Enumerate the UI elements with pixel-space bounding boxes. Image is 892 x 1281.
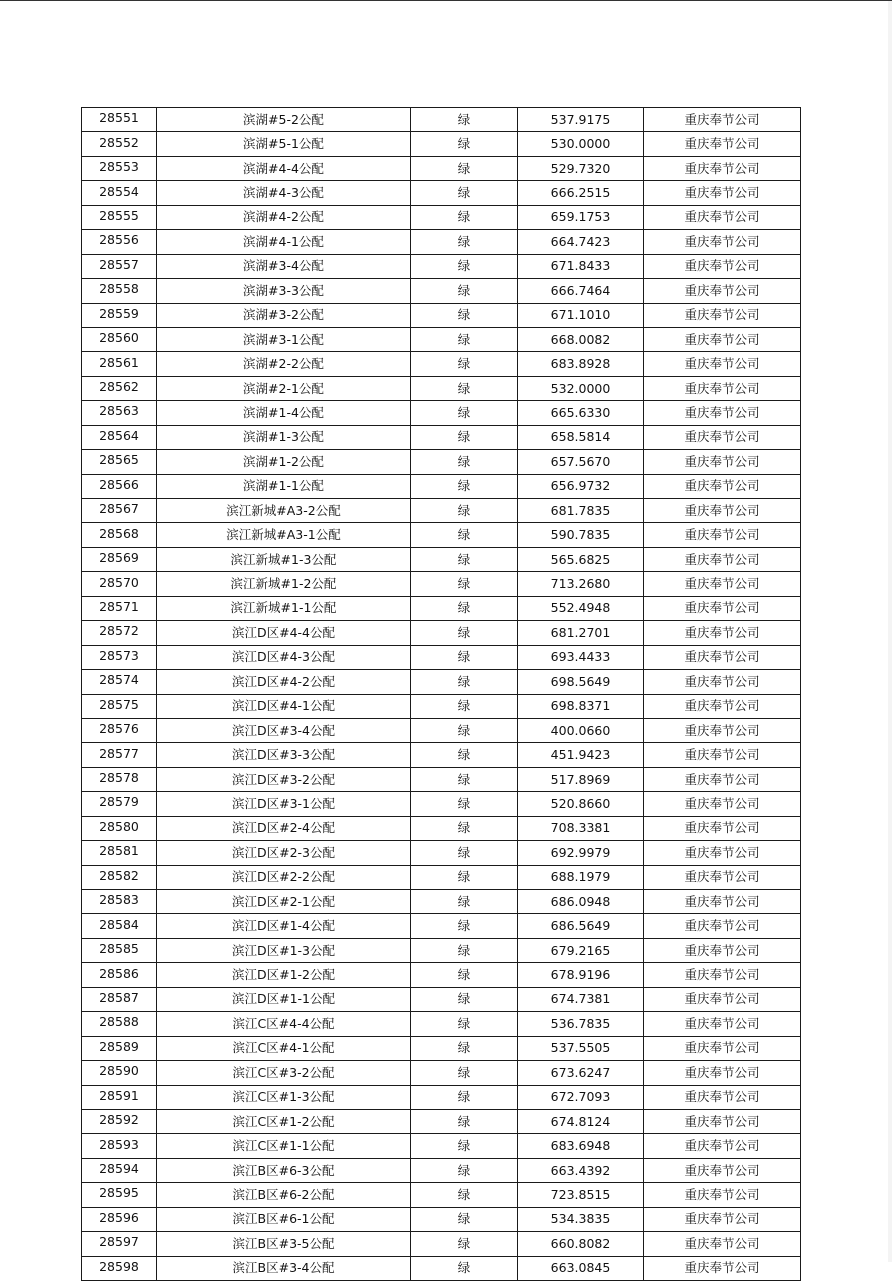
row-id-cell: 28584: [82, 914, 157, 938]
status-color-cell: 绿: [411, 1183, 518, 1207]
station-name-cell: 滨江B区#6-3公配: [157, 1158, 411, 1182]
station-name-cell: 滨江D区#2-4公配: [157, 816, 411, 840]
value-cell: 665.6330: [518, 401, 644, 425]
row-id-cell: 28577: [82, 743, 157, 767]
row-id-cell: 28555: [82, 205, 157, 229]
company-cell: 重庆奉节公司: [644, 132, 801, 156]
company-cell: 重庆奉节公司: [644, 230, 801, 254]
company-cell: 重庆奉节公司: [644, 987, 801, 1011]
company-cell: 重庆奉节公司: [644, 938, 801, 962]
station-name-cell: 滨江新城#A3-2公配: [157, 499, 411, 523]
value-cell: 530.0000: [518, 132, 644, 156]
status-color-cell: 绿: [411, 327, 518, 351]
station-name-cell: 滨湖#3-4公配: [157, 254, 411, 278]
row-id-cell: 28595: [82, 1183, 157, 1207]
value-cell: 681.7835: [518, 499, 644, 523]
status-color-cell: 绿: [411, 1232, 518, 1256]
row-id-cell: 28559: [82, 303, 157, 327]
table-row: [82, 816, 801, 840]
row-id-cell: 28578: [82, 767, 157, 791]
station-name-cell: 滨湖#1-3公配: [157, 425, 411, 449]
row-id-cell: 28589: [82, 1036, 157, 1060]
value-cell: 692.9979: [518, 841, 644, 865]
table-body: [82, 108, 801, 1281]
row-id-cell: 28597: [82, 1232, 157, 1256]
value-cell: 529.7320: [518, 156, 644, 180]
value-cell: 534.3835: [518, 1207, 644, 1231]
row-id-cell: 28586: [82, 963, 157, 987]
page-right-edge: [888, 1, 892, 1262]
company-cell: 重庆奉节公司: [644, 865, 801, 889]
table-row: [82, 1256, 801, 1280]
company-cell: 重庆奉节公司: [644, 547, 801, 571]
station-name-cell: 滨江C区#4-4公配: [157, 1012, 411, 1036]
value-cell: 536.7835: [518, 1012, 644, 1036]
value-cell: 683.6948: [518, 1134, 644, 1158]
value-cell: 656.9732: [518, 474, 644, 498]
table-row: [82, 450, 801, 474]
table-row: [82, 1183, 801, 1207]
table-row: [82, 865, 801, 889]
row-id-cell: 28573: [82, 645, 157, 669]
status-color-cell: 绿: [411, 279, 518, 303]
table-row: [82, 108, 801, 132]
row-id-cell: 28583: [82, 890, 157, 914]
row-id-cell: 28576: [82, 718, 157, 742]
table-row: [82, 181, 801, 205]
table-row: [82, 987, 801, 1011]
status-color-cell: 绿: [411, 450, 518, 474]
value-cell: 666.7464: [518, 279, 644, 303]
company-cell: 重庆奉节公司: [644, 670, 801, 694]
table-row: [82, 670, 801, 694]
row-id-cell: 28551: [82, 108, 157, 132]
status-color-cell: 绿: [411, 523, 518, 547]
status-color-cell: 绿: [411, 1256, 518, 1280]
value-cell: 657.5670: [518, 450, 644, 474]
row-id-cell: 28562: [82, 376, 157, 400]
value-cell: 679.2165: [518, 938, 644, 962]
station-name-cell: 滨江新城#1-1公配: [157, 596, 411, 620]
company-cell: 重庆奉节公司: [644, 1183, 801, 1207]
table-row: [82, 279, 801, 303]
row-id-cell: 28580: [82, 816, 157, 840]
company-cell: 重庆奉节公司: [644, 963, 801, 987]
company-cell: 重庆奉节公司: [644, 1061, 801, 1085]
value-cell: 663.0845: [518, 1256, 644, 1280]
company-cell: 重庆奉节公司: [644, 156, 801, 180]
table-row: [82, 352, 801, 376]
company-cell: 重庆奉节公司: [644, 1036, 801, 1060]
value-cell: 672.7093: [518, 1085, 644, 1109]
status-color-cell: 绿: [411, 352, 518, 376]
row-id-cell: 28564: [82, 425, 157, 449]
station-name-cell: 滨江C区#1-1公配: [157, 1134, 411, 1158]
company-cell: 重庆奉节公司: [644, 474, 801, 498]
row-id-cell: 28575: [82, 694, 157, 718]
station-name-cell: 滨江D区#1-1公配: [157, 987, 411, 1011]
station-name-cell: 滨湖#2-2公配: [157, 352, 411, 376]
station-name-cell: 滨湖#5-2公配: [157, 108, 411, 132]
status-color-cell: 绿: [411, 1061, 518, 1085]
row-id-cell: 28553: [82, 156, 157, 180]
station-name-cell: 滨江B区#6-1公配: [157, 1207, 411, 1231]
row-id-cell: 28596: [82, 1207, 157, 1231]
row-id-cell: 28571: [82, 596, 157, 620]
row-id-cell: 28567: [82, 499, 157, 523]
row-id-cell: 28592: [82, 1109, 157, 1133]
company-cell: 重庆奉节公司: [644, 279, 801, 303]
status-color-cell: 绿: [411, 1109, 518, 1133]
company-cell: 重庆奉节公司: [644, 1109, 801, 1133]
row-id-cell: 28581: [82, 841, 157, 865]
table-row: [82, 1061, 801, 1085]
value-cell: 681.2701: [518, 621, 644, 645]
station-name-cell: 滨江C区#1-3公配: [157, 1085, 411, 1109]
station-name-cell: 滨江C区#4-1公配: [157, 1036, 411, 1060]
table-row: [82, 523, 801, 547]
station-name-cell: 滨江B区#3-4公配: [157, 1256, 411, 1280]
station-name-cell: 滨江D区#3-1公配: [157, 792, 411, 816]
row-id-cell: 28574: [82, 670, 157, 694]
status-color-cell: 绿: [411, 865, 518, 889]
status-color-cell: 绿: [411, 499, 518, 523]
station-name-cell: 滨江D区#4-4公配: [157, 621, 411, 645]
value-cell: 565.6825: [518, 547, 644, 571]
table-row: [82, 254, 801, 278]
status-color-cell: 绿: [411, 1134, 518, 1158]
table-row: [82, 425, 801, 449]
table-row: [82, 547, 801, 571]
value-cell: 451.9423: [518, 743, 644, 767]
company-cell: 重庆奉节公司: [644, 743, 801, 767]
station-name-cell: 滨江D区#2-2公配: [157, 865, 411, 889]
company-cell: 重庆奉节公司: [644, 792, 801, 816]
table-row: [82, 1207, 801, 1231]
status-color-cell: 绿: [411, 205, 518, 229]
station-name-cell: 滨湖#4-1公配: [157, 230, 411, 254]
row-id-cell: 28570: [82, 572, 157, 596]
station-name-cell: 滨湖#3-1公配: [157, 327, 411, 351]
company-cell: 重庆奉节公司: [644, 523, 801, 547]
station-name-cell: 滨江B区#3-5公配: [157, 1232, 411, 1256]
station-name-cell: 滨湖#3-2公配: [157, 303, 411, 327]
company-cell: 重庆奉节公司: [644, 1232, 801, 1256]
station-name-cell: 滨江D区#4-3公配: [157, 645, 411, 669]
station-name-cell: 滨江D区#2-3公配: [157, 841, 411, 865]
value-cell: 517.8969: [518, 767, 644, 791]
value-cell: 683.8928: [518, 352, 644, 376]
status-color-cell: 绿: [411, 718, 518, 742]
company-cell: 重庆奉节公司: [644, 1207, 801, 1231]
company-cell: 重庆奉节公司: [644, 816, 801, 840]
row-id-cell: 28554: [82, 181, 157, 205]
status-color-cell: 绿: [411, 1207, 518, 1231]
row-id-cell: 28585: [82, 938, 157, 962]
station-name-cell: 滨湖#4-3公配: [157, 181, 411, 205]
table-row: [82, 914, 801, 938]
company-cell: 重庆奉节公司: [644, 327, 801, 351]
status-color-cell: 绿: [411, 767, 518, 791]
company-cell: 重庆奉节公司: [644, 621, 801, 645]
value-cell: 688.1979: [518, 865, 644, 889]
table-row: [82, 376, 801, 400]
table-row: [82, 230, 801, 254]
value-cell: 723.8515: [518, 1183, 644, 1207]
station-name-cell: 滨江B区#6-2公配: [157, 1183, 411, 1207]
table-row: [82, 767, 801, 791]
table-row: [82, 499, 801, 523]
status-color-cell: 绿: [411, 1012, 518, 1036]
status-color-cell: 绿: [411, 230, 518, 254]
station-name-cell: 滨湖#1-1公配: [157, 474, 411, 498]
value-cell: 664.7423: [518, 230, 644, 254]
status-color-cell: 绿: [411, 474, 518, 498]
company-cell: 重庆奉节公司: [644, 254, 801, 278]
status-color-cell: 绿: [411, 1085, 518, 1109]
table-row: [82, 645, 801, 669]
row-id-cell: 28572: [82, 621, 157, 645]
value-cell: 698.5649: [518, 670, 644, 694]
station-name-cell: 滨江D区#4-2公配: [157, 670, 411, 694]
station-name-cell: 滨江新城#A3-1公配: [157, 523, 411, 547]
table-row: [82, 1232, 801, 1256]
station-name-cell: 滨江D区#1-2公配: [157, 963, 411, 987]
row-id-cell: 28594: [82, 1158, 157, 1182]
row-id-cell: 28569: [82, 547, 157, 571]
table-row: [82, 890, 801, 914]
company-cell: 重庆奉节公司: [644, 596, 801, 620]
value-cell: 537.5505: [518, 1036, 644, 1060]
status-color-cell: 绿: [411, 987, 518, 1011]
status-color-cell: 绿: [411, 181, 518, 205]
station-name-cell: 滨湖#5-1公配: [157, 132, 411, 156]
status-color-cell: 绿: [411, 743, 518, 767]
table-row: [82, 401, 801, 425]
company-cell: 重庆奉节公司: [644, 645, 801, 669]
table-row: [82, 694, 801, 718]
station-name-cell: 滨湖#1-2公配: [157, 450, 411, 474]
company-cell: 重庆奉节公司: [644, 499, 801, 523]
status-color-cell: 绿: [411, 132, 518, 156]
row-id-cell: 28590: [82, 1061, 157, 1085]
value-cell: 686.5649: [518, 914, 644, 938]
status-color-cell: 绿: [411, 572, 518, 596]
table-row: [82, 938, 801, 962]
station-name-cell: 滨江D区#3-4公配: [157, 718, 411, 742]
status-color-cell: 绿: [411, 670, 518, 694]
table-row: [82, 327, 801, 351]
data-table: [81, 107, 801, 1281]
table-row: [82, 596, 801, 620]
status-color-cell: 绿: [411, 425, 518, 449]
table-row: [82, 1158, 801, 1182]
row-id-cell: 28591: [82, 1085, 157, 1109]
company-cell: 重庆奉节公司: [644, 1256, 801, 1280]
table-row: [82, 621, 801, 645]
station-name-cell: 滨江D区#4-1公配: [157, 694, 411, 718]
company-cell: 重庆奉节公司: [644, 767, 801, 791]
row-id-cell: 28557: [82, 254, 157, 278]
table-row: [82, 1109, 801, 1133]
status-color-cell: 绿: [411, 841, 518, 865]
table-row: [82, 841, 801, 865]
company-cell: 重庆奉节公司: [644, 1085, 801, 1109]
row-id-cell: 28560: [82, 327, 157, 351]
company-cell: 重庆奉节公司: [644, 450, 801, 474]
table-row: [82, 1085, 801, 1109]
value-cell: 708.3381: [518, 816, 644, 840]
station-name-cell: 滨江D区#2-1公配: [157, 890, 411, 914]
station-name-cell: 滨湖#4-2公配: [157, 205, 411, 229]
status-color-cell: 绿: [411, 401, 518, 425]
company-cell: 重庆奉节公司: [644, 181, 801, 205]
status-color-cell: 绿: [411, 938, 518, 962]
station-name-cell: 滨江D区#3-2公配: [157, 767, 411, 791]
row-id-cell: 28566: [82, 474, 157, 498]
company-cell: 重庆奉节公司: [644, 572, 801, 596]
value-cell: 590.7835: [518, 523, 644, 547]
status-color-cell: 绿: [411, 108, 518, 132]
status-color-cell: 绿: [411, 547, 518, 571]
station-name-cell: 滨湖#4-4公配: [157, 156, 411, 180]
station-name-cell: 滨湖#1-4公配: [157, 401, 411, 425]
company-cell: 重庆奉节公司: [644, 841, 801, 865]
value-cell: 660.8082: [518, 1232, 644, 1256]
value-cell: 693.4433: [518, 645, 644, 669]
company-cell: 重庆奉节公司: [644, 890, 801, 914]
table-row: [82, 1036, 801, 1060]
row-id-cell: 28588: [82, 1012, 157, 1036]
status-color-cell: 绿: [411, 914, 518, 938]
row-id-cell: 28556: [82, 230, 157, 254]
table-row: [82, 572, 801, 596]
value-cell: 537.9175: [518, 108, 644, 132]
table-row: [82, 205, 801, 229]
row-id-cell: 28552: [82, 132, 157, 156]
table-row: [82, 1134, 801, 1158]
value-cell: 552.4948: [518, 596, 644, 620]
status-color-cell: 绿: [411, 156, 518, 180]
company-cell: 重庆奉节公司: [644, 303, 801, 327]
row-id-cell: 28568: [82, 523, 157, 547]
company-cell: 重庆奉节公司: [644, 1012, 801, 1036]
company-cell: 重庆奉节公司: [644, 914, 801, 938]
status-color-cell: 绿: [411, 645, 518, 669]
row-id-cell: 28587: [82, 987, 157, 1011]
station-name-cell: 滨江新城#1-3公配: [157, 547, 411, 571]
value-cell: 686.0948: [518, 890, 644, 914]
table-row: [82, 156, 801, 180]
value-cell: 674.7381: [518, 987, 644, 1011]
value-cell: 532.0000: [518, 376, 644, 400]
value-cell: 671.1010: [518, 303, 644, 327]
company-cell: 重庆奉节公司: [644, 1134, 801, 1158]
company-cell: 重庆奉节公司: [644, 694, 801, 718]
status-color-cell: 绿: [411, 303, 518, 327]
station-name-cell: 滨江C区#1-2公配: [157, 1109, 411, 1133]
table-row: [82, 303, 801, 327]
value-cell: 673.6247: [518, 1061, 644, 1085]
row-id-cell: 28593: [82, 1134, 157, 1158]
row-id-cell: 28565: [82, 450, 157, 474]
value-cell: 659.1753: [518, 205, 644, 229]
value-cell: 671.8433: [518, 254, 644, 278]
company-cell: 重庆奉节公司: [644, 352, 801, 376]
status-color-cell: 绿: [411, 1036, 518, 1060]
row-id-cell: 28561: [82, 352, 157, 376]
status-color-cell: 绿: [411, 376, 518, 400]
value-cell: 520.8660: [518, 792, 644, 816]
station-name-cell: 滨江D区#1-3公配: [157, 938, 411, 962]
value-cell: 678.9196: [518, 963, 644, 987]
value-cell: 713.2680: [518, 572, 644, 596]
row-id-cell: 28579: [82, 792, 157, 816]
table-row: [82, 474, 801, 498]
station-name-cell: 滨江D区#3-3公配: [157, 743, 411, 767]
status-color-cell: 绿: [411, 254, 518, 278]
value-cell: 400.0660: [518, 718, 644, 742]
company-cell: 重庆奉节公司: [644, 718, 801, 742]
value-cell: 668.0082: [518, 327, 644, 351]
value-cell: 674.8124: [518, 1109, 644, 1133]
station-name-cell: 滨江C区#3-2公配: [157, 1061, 411, 1085]
status-color-cell: 绿: [411, 792, 518, 816]
station-name-cell: 滨江D区#1-4公配: [157, 914, 411, 938]
table-row: [82, 132, 801, 156]
row-id-cell: 28563: [82, 401, 157, 425]
value-cell: 658.5814: [518, 425, 644, 449]
status-color-cell: 绿: [411, 1158, 518, 1182]
company-cell: 重庆奉节公司: [644, 425, 801, 449]
status-color-cell: 绿: [411, 694, 518, 718]
page-top-border: [0, 0, 892, 1]
company-cell: 重庆奉节公司: [644, 1158, 801, 1182]
table-row: [82, 792, 801, 816]
value-cell: 666.2515: [518, 181, 644, 205]
company-cell: 重庆奉节公司: [644, 376, 801, 400]
company-cell: 重庆奉节公司: [644, 205, 801, 229]
station-name-cell: 滨江新城#1-2公配: [157, 572, 411, 596]
status-color-cell: 绿: [411, 621, 518, 645]
status-color-cell: 绿: [411, 596, 518, 620]
station-name-cell: 滨湖#2-1公配: [157, 376, 411, 400]
row-id-cell: 28558: [82, 279, 157, 303]
value-cell: 663.4392: [518, 1158, 644, 1182]
table-row: [82, 963, 801, 987]
company-cell: 重庆奉节公司: [644, 108, 801, 132]
row-id-cell: 28598: [82, 1256, 157, 1280]
status-color-cell: 绿: [411, 890, 518, 914]
row-id-cell: 28582: [82, 865, 157, 889]
table-row: [82, 743, 801, 767]
status-color-cell: 绿: [411, 963, 518, 987]
status-color-cell: 绿: [411, 816, 518, 840]
station-name-cell: 滨湖#3-3公配: [157, 279, 411, 303]
table-row: [82, 1012, 801, 1036]
table-row: [82, 718, 801, 742]
company-cell: 重庆奉节公司: [644, 401, 801, 425]
value-cell: 698.8371: [518, 694, 644, 718]
